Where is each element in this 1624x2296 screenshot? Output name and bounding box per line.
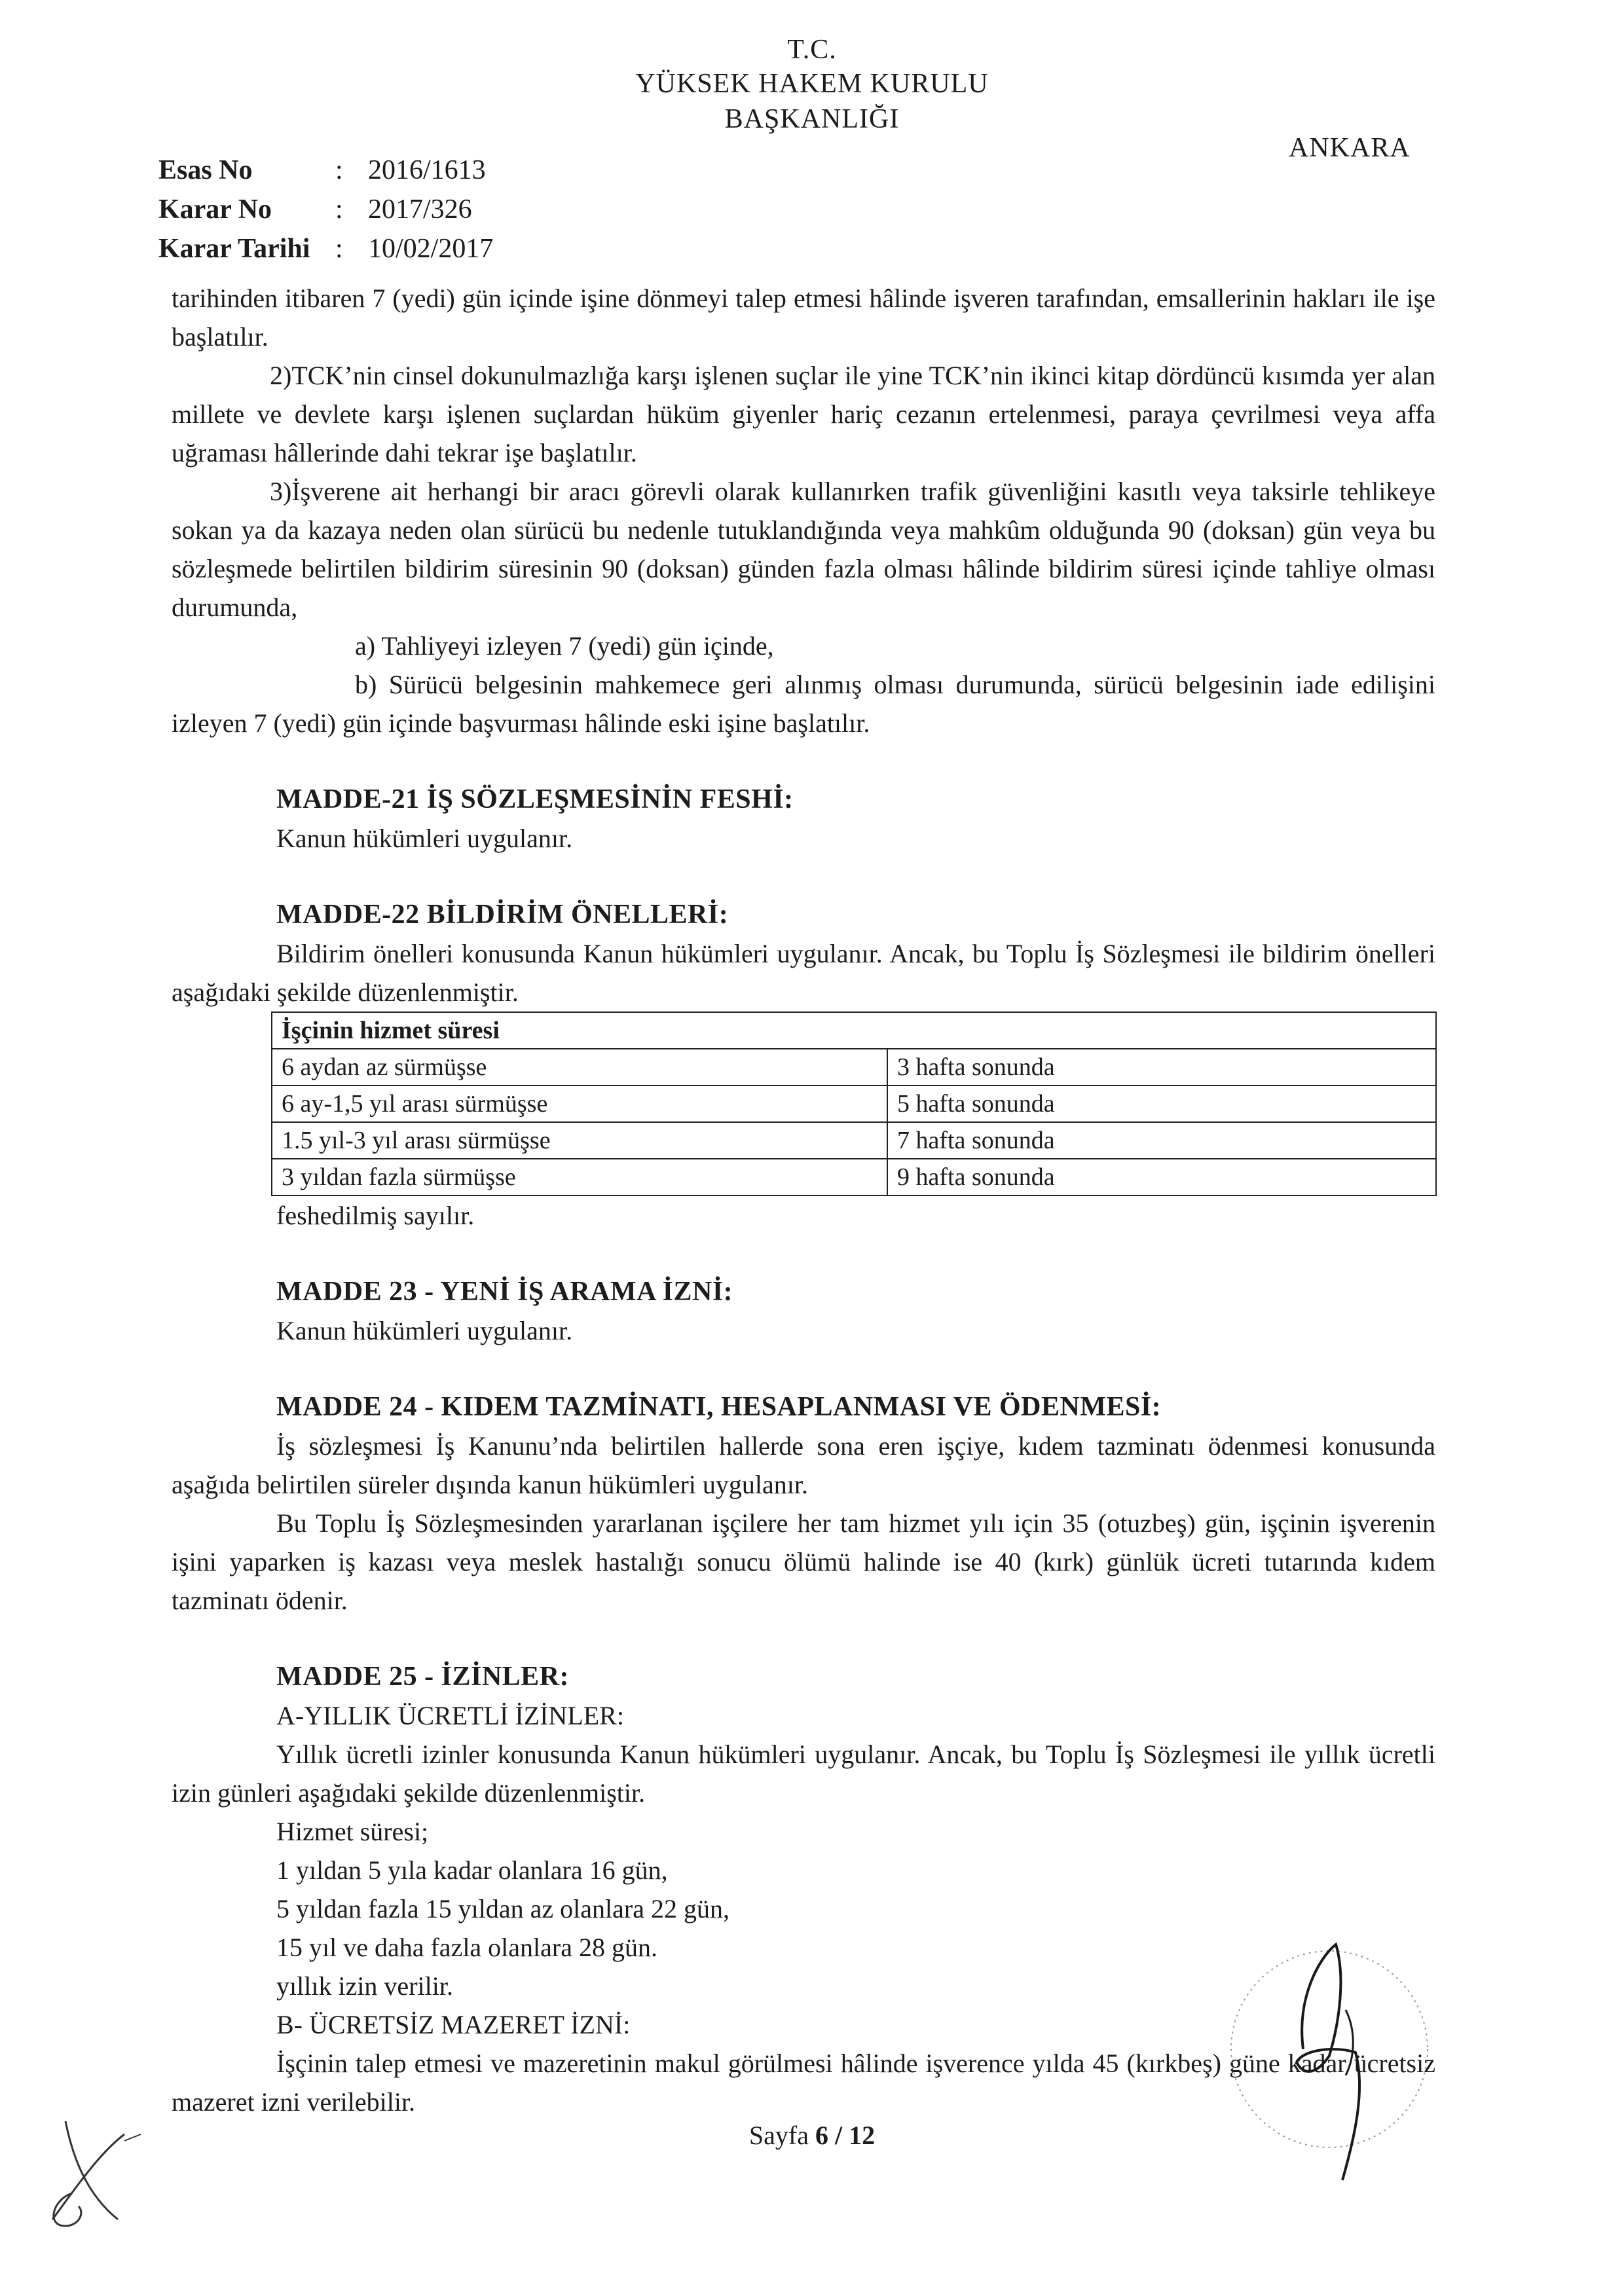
paragraph: tarihinden itibaren 7 (yedi) gün içinde işine dönmeyi talep etmesi hâlinde işveren tarafından, emsallerinin hakları ile işe başlatılır. [172, 283, 1435, 352]
table-cell: 3 hafta sonunda [887, 1049, 1436, 1085]
table-header-row [272, 1012, 1436, 1049]
header-city: ANKARA [1289, 133, 1411, 163]
section-heading-21: MADDE-21 İŞ SÖZLEŞMESİNİN FESHİ: [276, 784, 794, 814]
document-body [172, 279, 1435, 2121]
table-after-text: feshedilmiş sayılır. [276, 1201, 475, 1230]
meta-value: 2016/1613 [368, 155, 486, 185]
meta-label: Esas No [158, 155, 253, 185]
table-header-cell: İşçinin hizmet süresi [272, 1012, 1436, 1049]
header-line-office: BAŞKANLIĞI [724, 104, 900, 134]
annual-leave-text: Yıllık ücretli izinler konusunda Kanun hükümleri uygulanır. Ancak, bu Toplu İş Sözleşmesi ile yıllık ücretli izin günleri aşağıdaki şekilde düzenlenmiştir. [172, 1740, 1435, 1808]
table-row [272, 1049, 1436, 1085]
table-cell: 1.5 yıl-3 yıl arası sürmüşse [272, 1122, 887, 1159]
page-number: 6 / 12 [815, 2121, 876, 2150]
paragraph: 2)TCK’nin cinsel dokunulmazlığa karşı işlenen suçlar ile yine TCK’nin ikinci kitap dördüncü kısımda yer alan millete ve devlete karşı işlenen suçlardan hüküm giyenler hariç cezanın ertelenmesi, paraya çevrilmesi veya affa uğraması hâllerinde dahi tekrar işe başlatılır. [172, 361, 1435, 467]
section-heading-22: MADDE-22 BİLDİRİM ÖNELLERİ: [276, 900, 729, 930]
meta-label: Karar Tarihi [158, 234, 310, 264]
meta-label: Karar No [158, 194, 272, 225]
case-meta [158, 151, 493, 268]
section-text-24b: Bu Toplu İş Sözleşmesinden yararlanan işçilere her tam hizmet yılı için 35 (otuzbeş) gün, işçinin işverenin işini yaparken iş kazası veya meslek hastalığı sonucu ölümü halinde ise 40 (kırk) günlük ücreti tutarında kıdem tazminatı ödenir. [172, 1508, 1435, 1615]
notice-period-table [271, 1011, 1437, 1196]
table-cell: 3 yıldan fazla sürmüşse [272, 1159, 887, 1195]
table-row [272, 1085, 1436, 1122]
meta-value: 10/02/2017 [368, 234, 494, 264]
table-cell: 6 aydan az sürmüşse [272, 1049, 887, 1085]
section-text-21: Kanun hükümleri uygulanır. [276, 824, 573, 853]
section-text-23: Kanun hükümleri uygulanır. [276, 1316, 573, 1345]
list-item: 15 yıl ve daha fazla olanlara 28 gün. [276, 1933, 657, 1962]
header-line-institution: YÜKSEK HAKEM KURULU [635, 69, 989, 99]
meta-colon: : [335, 234, 343, 264]
unpaid-leave-text: İşçinin talep etmesi ve mazeretinin makul görülmesi hâlinde işverence yılda 45 (kırkbeş) güne kadar ücretsiz mazeret izni verilebilir. [172, 2049, 1435, 2117]
meta-value: 2017/326 [368, 194, 472, 225]
table-cell: 5 hafta sonunda [887, 1085, 1436, 1122]
list-item: 1 yıldan 5 yıla kadar olanlara 16 gün, [276, 1855, 668, 1885]
table-cell: 7 hafta sonunda [887, 1122, 1436, 1159]
paragraph-item-a: a) Tahliyeyi izleyen 7 (yedi) gün içinde, [355, 631, 774, 661]
paragraph-item-b: b) Sürücü belgesinin mahkemece geri alınmış olması durumunda, sürücü belgesinin iade edilişini izleyen 7 (yedi) gün içinde başvurması hâlinde eski işine başlatılır. [172, 670, 1435, 738]
table-cell: 6 ay-1,5 yıl arası sürmüşse [272, 1085, 887, 1122]
meta-row-esas [158, 151, 493, 190]
table-row [272, 1159, 1436, 1195]
table-row [272, 1122, 1436, 1159]
header-line-tc: T.C. [787, 35, 837, 65]
section-text-24a: İş sözleşmesi İş Kanunu’nda belirtilen hallerde sona eren işçiye, kıdem tazminatı ödenmesi konusunda aşağıda belirtilen süreler dışında kanun hükümleri uygulanır. [172, 1431, 1435, 1499]
meta-row-karar [158, 190, 493, 229]
meta-colon: : [335, 155, 343, 185]
initials-signature [26, 2095, 157, 2239]
section-heading-25: MADDE 25 - İZİNLER: [276, 1662, 570, 1692]
paragraph: 3)İşverene ait herhangi bir aracı görevli olarak kullanırken trafik güvenliğini kasıtlı veya taksirle tehlikeye sokan ya da kazaya neden olan sürücü bu nedenle tutuklandığında veya mahkûm olduğunda 90 (doksan) gün veya bu sözleşmede belirtilen bildirim süresinin 90 (doksan) günden fazla olması hâlinde bildirim süresi içinde tahliye olması durumunda, [172, 477, 1435, 622]
list-item: Hizmet süresi; [276, 1817, 429, 1846]
signature-stamp [1205, 1918, 1454, 2193]
section-text-22: Bildirim önelleri konusunda Kanun hükümleri uygulanır. Ancak, bu Toplu İş Sözleşmesi ile bildirim önelleri aşağıdaki şekilde düzenlenmiştir. [172, 939, 1435, 1007]
list-item: 5 yıldan fazla 15 yıldan az olanlara 22 gün, [276, 1894, 729, 1923]
table-cell: 9 hafta sonunda [887, 1159, 1436, 1195]
section-heading-24: MADDE 24 - KIDEM TAZMİNATI, HESAPLANMASI VE ÖDENMESİ: [276, 1392, 1162, 1422]
subheading-unpaid-leave: B- ÜCRETSİZ MAZERET İZNİ: [276, 2010, 631, 2039]
section-heading-23: MADDE 23 - YENİ İŞ ARAMA İZNİ: [276, 1277, 733, 1307]
meta-row-tarih [158, 229, 493, 268]
list-item: yıllık izin verilir. [276, 1971, 453, 2001]
page-label: Sayfa [748, 2121, 815, 2150]
meta-colon: : [335, 194, 343, 225]
subheading-annual-leave: A-YILLIK ÜCRETLİ İZİNLER: [276, 1701, 624, 1730]
